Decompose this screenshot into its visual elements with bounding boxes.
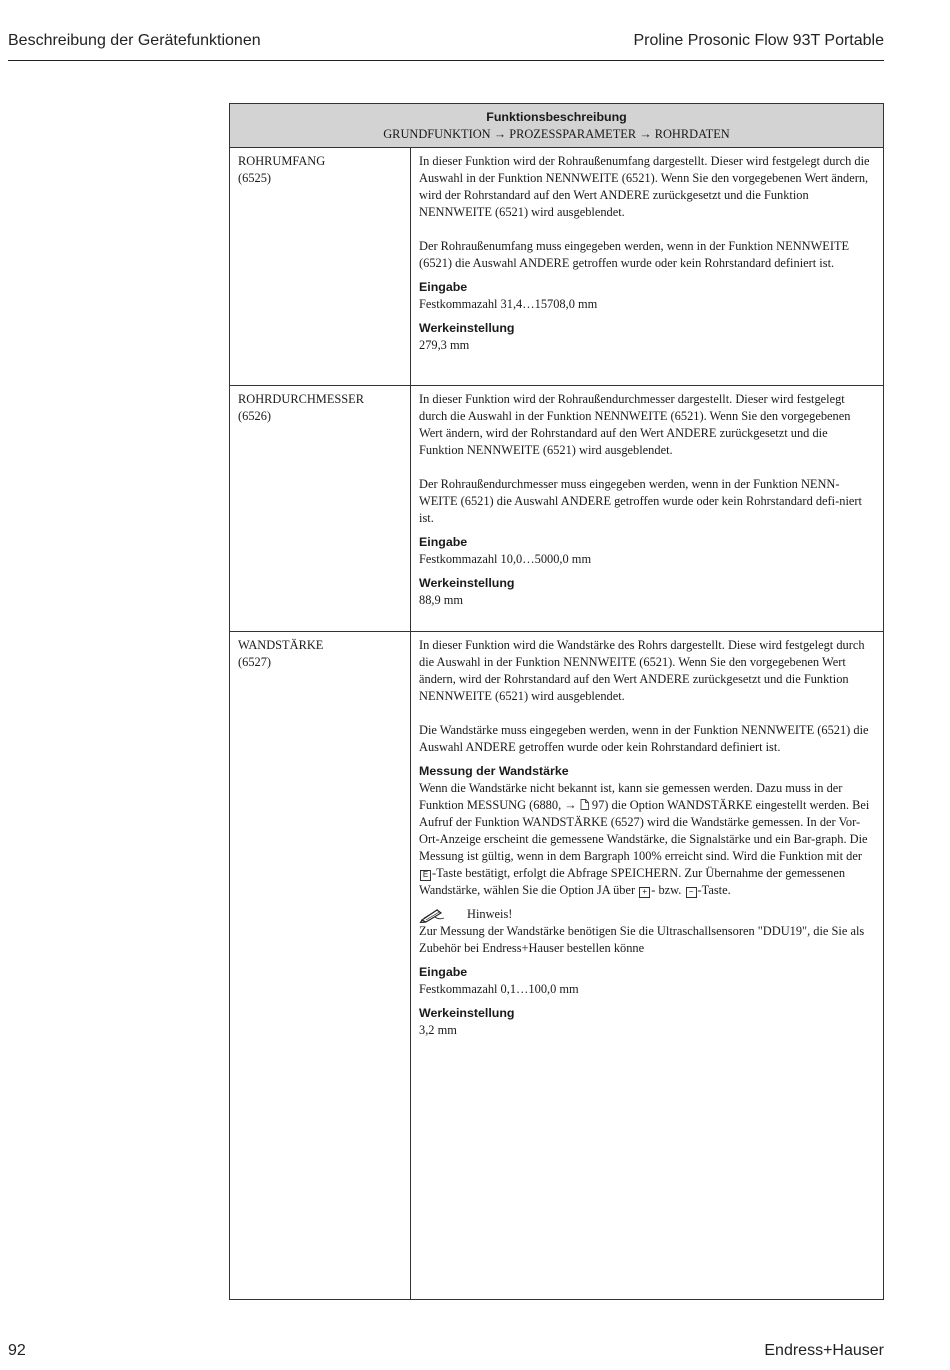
table-header (230, 104, 883, 148)
input-label: Eingabe (419, 965, 468, 979)
function-name-cell (230, 148, 411, 385)
header-right: Proline Prosonic Flow 93T Portable (633, 32, 884, 49)
default-value: 88,9 mm (419, 593, 464, 607)
input-label: Eingabe (419, 280, 468, 294)
table-path: GRUNDFUNKTION → PROZESSPARAMETER → ROHRDATEN (383, 127, 730, 141)
table-row (230, 386, 883, 632)
function-description-cell (411, 632, 883, 1299)
page-ref: 97 (591, 798, 605, 812)
input-value: Festkommazahl 10,0…5000,0 mm (419, 552, 592, 566)
enter-key-icon: E (420, 870, 431, 881)
function-code: (6525) (238, 171, 272, 185)
input-value: Festkommazahl 0,1…100,0 mm (419, 982, 579, 996)
function-name: WANDSTÄRKE (238, 638, 324, 652)
function-name-cell (230, 632, 411, 1299)
measure-text: -Taste. (697, 883, 731, 897)
function-name: ROHRDURCHMESSER (238, 392, 364, 406)
table-row (230, 632, 883, 1299)
minus-key-icon: − (686, 887, 697, 898)
measure-text: - bzw. (651, 883, 682, 897)
page-number: 92 (8, 1342, 26, 1359)
default-label: Werkeinstellung (419, 321, 515, 335)
measure-text: ) die Option WANDSTÄRKE eingestellt werden. Bei Aufruf der Funktion WANDSTÄRKE (6527) wird die Wandstärke gemessen. In der Vor-Ort-Anzeige erscheint die gemessene Wandstärke, die Signalstärke und ein Bar-graph. Die Messung ist gültig, wenn in dem Bargraph 100% erreicht sind. Wird die Funktion mit der (419, 798, 870, 863)
plus-key-icon: + (639, 887, 650, 898)
function-name: ROHRUMFANG (238, 154, 326, 168)
function-name-cell (230, 386, 411, 631)
description-paragraph: Der Rohraußendurchmesser muss eingegeben werden, wenn in der Funktion NENN-WEITE (6521) die Auswahl ANDERE getroffen wurde oder kein Rohrstandard defi-niert ist. (419, 477, 862, 525)
input-value: Festkommazahl 31,4…15708,0 mm (419, 297, 598, 311)
measure-text: Wenn die Wandstärke nicht bekannt ist, kann sie gemessen werden. Dazu muss in der Funktion MESSUNG (6880, → (419, 781, 843, 812)
description-paragraph: Die Wandstärke muss eingegeben werden, wenn in der Funktion NENNWEITE (6521) die Auswahl ANDERE getroffen wurde oder kein Rohrstandard definiert ist. (419, 723, 869, 754)
function-table (229, 103, 884, 1300)
function-description-cell (411, 148, 883, 385)
function-code: (6527) (238, 655, 272, 669)
measure-paragraph (419, 780, 875, 899)
description-paragraph: In dieser Funktion wird die Wandstärke des Rohrs dargestellt. Diese wird festgelegt durch die Auswahl in der Funktion NENNWEITE (6521). Wenn Sie den vorgegebenen Wert ändern, wird der Rohrstandard auf den Wert ANDERE zurückgesetzt und die Funktion NENNWEITE (6521) wird ausgeblendet. (419, 638, 865, 703)
page-ref-icon (580, 799, 589, 810)
default-label: Werkeinstellung (419, 576, 515, 590)
function-description-cell (411, 386, 883, 631)
table-row (230, 148, 883, 386)
hint-label: Hinweis! (467, 907, 513, 921)
table-title: Funktionsbeschreibung (486, 110, 627, 124)
pencil-icon (419, 907, 445, 923)
default-value: 279,3 mm (419, 338, 470, 352)
header-left: Beschreibung der Gerätefunktionen (8, 32, 261, 49)
hint-heading (419, 906, 875, 923)
footer-brand: Endress+Hauser (764, 1342, 884, 1359)
description-paragraph: Der Rohraußenumfang muss eingegeben werden, wenn in der Funktion NENNWEITE (6521) die Auswahl ANDERE getroffen wurde oder kein Rohrstandard definiert ist. (419, 239, 850, 270)
measure-text: -Taste bestätigt, erfolgt die Abfrage SPEICHERN. Zur Übernahme der gemessenen Wandstärke, wählen Sie die Option JA über (419, 866, 846, 897)
hint-text: Zur Messung der Wandstärke benötigen Sie die Ultraschallsensoren "DDU19", die Sie als Zubehör bei Endress+Hauser bestellen könne (419, 924, 865, 955)
measure-label: Messung der Wandstärke (419, 764, 569, 778)
input-label: Eingabe (419, 535, 468, 549)
header-rule (8, 60, 884, 61)
function-code: (6526) (238, 409, 272, 423)
description-paragraph: In dieser Funktion wird der Rohraußenumfang dargestellt. Dieser wird festgelegt durch die Auswahl in der Funktion NENNWEITE (6521). Wenn Sie den vorgegebenen Wert ändern, wird der Rohrstandard auf den Wert ANDERE zurückgesetzt und die Funktion NENNWEITE (6521) wird ausgeblendet. (419, 154, 870, 219)
description-paragraph: In dieser Funktion wird der Rohraußendurchmesser dargestellt. Dieser wird festgelegt durch die Auswahl in der Funktion NENNWEITE (6521). Wenn Sie den vorgegebenen Wert ändern, wird der Rohrstandard auf den Wert ANDERE zurückgesetzt und die Funktion NENNWEITE (6521) wird ausgeblendet. (419, 392, 851, 457)
default-label: Werkeinstellung (419, 1006, 515, 1020)
default-value: 3,2 mm (419, 1023, 457, 1037)
